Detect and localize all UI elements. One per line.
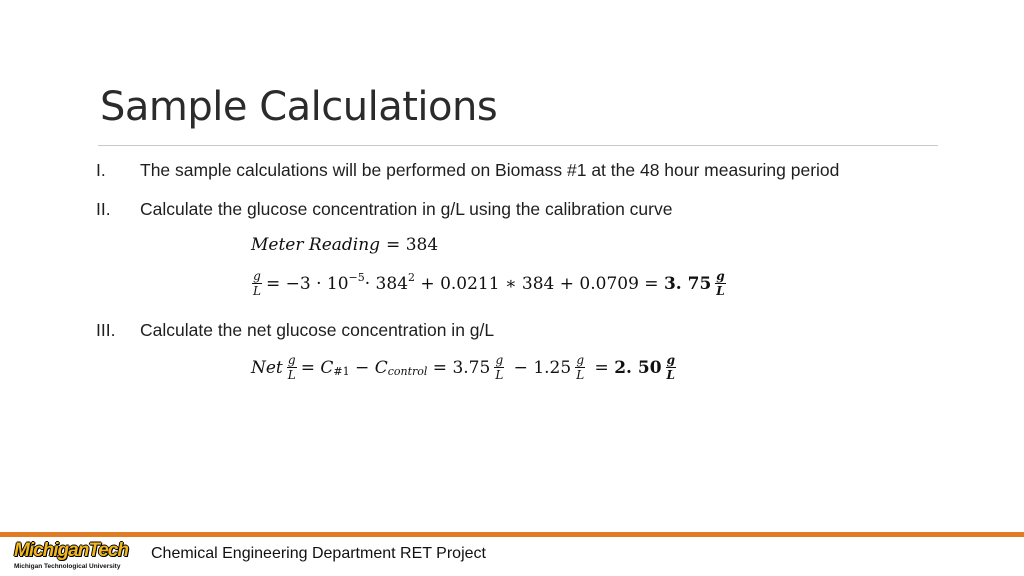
fraction-g-per-l: $\frac{g}{L}$: [666, 353, 675, 382]
list-item-2: [96, 199, 672, 220]
equation-result: 2. 50: [614, 357, 662, 378]
fraction-g-per-l: $\frac{g}{L}$: [716, 269, 725, 298]
variable-c: C: [320, 357, 334, 378]
slide-title: Sample Calculations: [100, 84, 498, 130]
equation-meter-reading: [251, 235, 438, 255]
equation-net-glucose: Net $\frac{g}{L}$ = C $_{\#1}$ − C $_{control}$ = 3.75 $\frac{g}{L}$ − 1.25 $\frac{g}{L}$ = 2. 50 $\frac{g}{L}$: [251, 353, 675, 382]
michigan-tech-logo: [14, 541, 139, 574]
equation-result: 3. 75: [663, 273, 712, 294]
equation-lhs: Net: [251, 357, 283, 378]
equation-term: = 3.75: [427, 357, 491, 378]
equation-lhs: Meter Reading: [251, 235, 381, 255]
equation-term: + 0.0211 ∗ 384 + 0.0709 =: [415, 273, 664, 294]
logo-wordmark: MichiganTech: [14, 540, 128, 561]
fraction-g-per-l: $\frac{g}{L}$: [287, 353, 296, 382]
fraction-g-per-l: $\frac{g}{L}$: [495, 353, 504, 382]
title-divider: [98, 145, 938, 146]
list-item-3: [96, 320, 494, 341]
fraction-g-per-l: $\frac{g}{L}$: [576, 353, 585, 382]
item-text: Calculate the glucose concentration in g/L using the calibration curve: [140, 199, 673, 219]
operator: −: [349, 357, 375, 378]
item-text: Calculate the net glucose concentration in g/L: [140, 320, 495, 340]
footer-text: Chemical Engineering Department RET Project: [151, 545, 486, 562]
item-text: The sample calculations will be performed on Biomass #1 at the 48 hour measuring period: [140, 160, 840, 180]
footer-accent-bar: [0, 532, 1024, 537]
item-number: II.: [96, 199, 111, 219]
list-item-1: [96, 160, 839, 181]
equation-rhs: = 384: [386, 235, 439, 255]
item-number: III.: [96, 320, 116, 340]
equation-glucose: $\frac{g}{L}$ = −3 · 10 $^{-5}$ · 384 $^2$ + 0.0211 ∗ 384 + 0.0709 = 3. 75 $\frac{g}{L}$: [253, 269, 725, 298]
equation-term: · 384: [364, 273, 409, 294]
equation-term: − 1.25: [508, 357, 572, 378]
variable-c: C: [374, 357, 388, 378]
operator: =: [589, 357, 615, 378]
item-number: I.: [96, 160, 106, 180]
logo-subtitle: Michigan Technological University: [14, 563, 121, 570]
fraction-g-per-l: $\frac{g}{L}$: [253, 269, 261, 298]
equation-term: = −3 · 10: [265, 273, 349, 294]
